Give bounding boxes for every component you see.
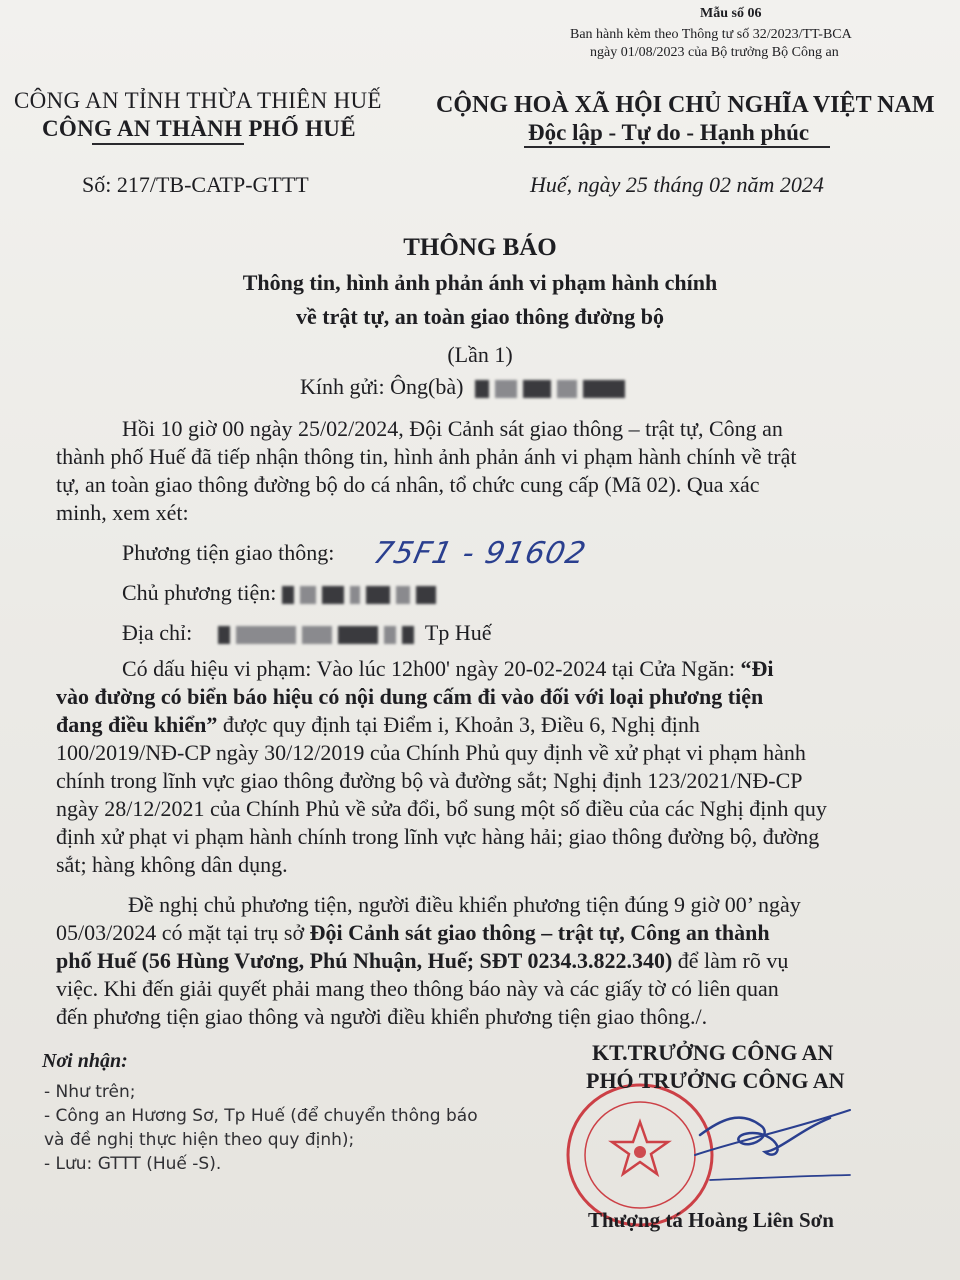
signer-name: Thượng tá Hoàng Liên Sơn [588, 1208, 834, 1232]
paragraph-1-line-2: thành phố Huế đã tiếp nhận thông tin, hình ảnh phản ánh vi phạm hành chính về trật [56, 444, 797, 469]
address-label: Địa chỉ: [122, 620, 193, 645]
owner-row [122, 580, 442, 606]
paragraph-1-line-4: minh, xem xét: [56, 500, 189, 525]
form-reference-line-1: Ban hành kèm theo Thông tư số 32/2023/TT-BCA [570, 27, 852, 42]
addressee-line [300, 374, 631, 400]
request-line-3 [56, 948, 788, 974]
national-title: CỘNG HOÀ XÃ HỘI CHỦ NGHĨA VIỆT NAM [436, 92, 935, 118]
violation-line-7: định xử phạt vi phạm hành chính trong lĩnh vực hàng hải; giao thông đường bộ, đường [56, 824, 820, 849]
signature-authority-line-1: KT.TRƯỞNG CÔNG AN [592, 1040, 834, 1065]
national-motto: Độc lập - Tự do - Hạnh phúc [528, 120, 810, 145]
violation-line-8: sắt; hàng không dân dụng. [56, 852, 288, 877]
request-line-5: đến phương tiện giao thông và người điều khiển phương tiện giao thông./. [56, 1004, 708, 1029]
owner-label: Chủ phương tiện: [122, 580, 277, 605]
form-number: Mẫu số 06 [700, 6, 762, 21]
paragraph-1-line-1: Hồi 10 giờ 00 ngày 25/02/2024, Đội Cảnh sát giao thông – trật tự, Công an [122, 416, 783, 441]
agency-underline [92, 143, 244, 145]
addressee-label: Kính gửi: Ông(bà) [300, 374, 464, 399]
violation-quote-end: đang điều khiển” [56, 712, 218, 737]
request-purpose: để làm rõ vụ [672, 948, 789, 973]
redacted-owner [282, 580, 442, 606]
paragraph-1-line-3: tự, an toàn giao thông đường bộ do cá nhân, tổ chức cung cấp (Mã 02). Qua xác [56, 472, 760, 497]
document-subtitle-line-1: Thông tin, hình ảnh phản ánh vi phạm hành chính [242, 270, 718, 295]
violation-line-4: 100/2019/NĐ-CP ngày 30/12/2019 của Chính Phủ quy định về xử phạt vi phạm hành [56, 740, 806, 765]
request-line-4: việc. Khi đến giải quyết phải mang theo thông báo này và các giấy tờ có liên quan [56, 976, 779, 1001]
vehicle-label: Phương tiện giao thông: [122, 540, 335, 565]
document-title: THÔNG BÁO [403, 234, 557, 261]
request-office: Đội Cảnh sát giao thông – trật tự, Công an thành [309, 920, 770, 945]
redacted-address [218, 620, 420, 646]
document-subtitle-line-2: về trật tự, an toàn giao thông đường bộ [295, 304, 664, 329]
violation-legal-basis: được quy định tại Điểm i, Khoản 3, Điều 6, Nghị định [217, 712, 700, 737]
request-office-address: phố Huế (56 Hùng Vương, Phú Nhuận, Huế; SĐT 0234.3.822.340) [56, 948, 673, 973]
violation-quote-start: “Đi [740, 656, 774, 681]
address-city: Tp Huế [424, 620, 492, 645]
signature-authority-line-2: PHÓ TRƯỞNG CÔNG AN [586, 1068, 845, 1093]
recipient-item: - Như trên; [44, 1082, 136, 1102]
redacted-name [475, 374, 631, 400]
violation-line-2: vào đường có biển báo hiệu có nội dung cấm đi vào đối với loại phương tiện [56, 684, 764, 709]
recipients-heading: Nơi nhận: [42, 1050, 128, 1072]
notice-round: (Lần 1) [447, 342, 513, 367]
violation-line-1 [122, 656, 774, 682]
recipient-item: - Công an Hương Sơ, Tp Huế (để chuyển thông báo [44, 1106, 478, 1126]
motto-underline [524, 146, 830, 148]
violation-line-3 [56, 712, 700, 738]
violation-line-5: chính trong lĩnh vực giao thông đường bộ và đường sắt; Nghị định 123/2021/NĐ-CP [56, 768, 803, 793]
agency-name: CÔNG AN THÀNH PHỐ HUẾ [42, 116, 356, 141]
request-line-2 [56, 920, 770, 946]
form-reference-line-2: ngày 01/08/2023 của Bộ trưởng Bộ Công an [590, 45, 839, 60]
address-row [122, 620, 491, 646]
violation-line-6: ngày 28/12/2021 của Chính Phủ về sửa đổi, bổ sung một số điều của các Nghị định quy [56, 796, 827, 821]
vehicle-plate-handwritten: 75F1 - 91602 [370, 536, 590, 571]
place-and-date: Huế, ngày 25 tháng 02 năm 2024 [530, 172, 824, 197]
violation-intro: Có dấu hiệu vi phạm: Vào lúc 12h00' ngày 20-02-2024 tại Cửa Ngăn: [122, 656, 741, 681]
agency-parent: CÔNG AN TỈNH THỪA THIÊN HUẾ [14, 88, 382, 113]
document-number: Số: 217/TB-CATP-GTTT [82, 172, 309, 197]
recipient-item: - Lưu: GTTT (Huế -S). [44, 1154, 222, 1174]
handwritten-signature [680, 1080, 860, 1200]
recipient-item: và đề nghị thực hiện theo quy định); [44, 1130, 355, 1150]
request-attend: 05/03/2024 có mặt tại trụ sở [56, 920, 310, 945]
request-line-1: Đề nghị chủ phương tiện, người điều khiển phương tiện đúng 9 giờ 00’ ngày [128, 892, 801, 917]
